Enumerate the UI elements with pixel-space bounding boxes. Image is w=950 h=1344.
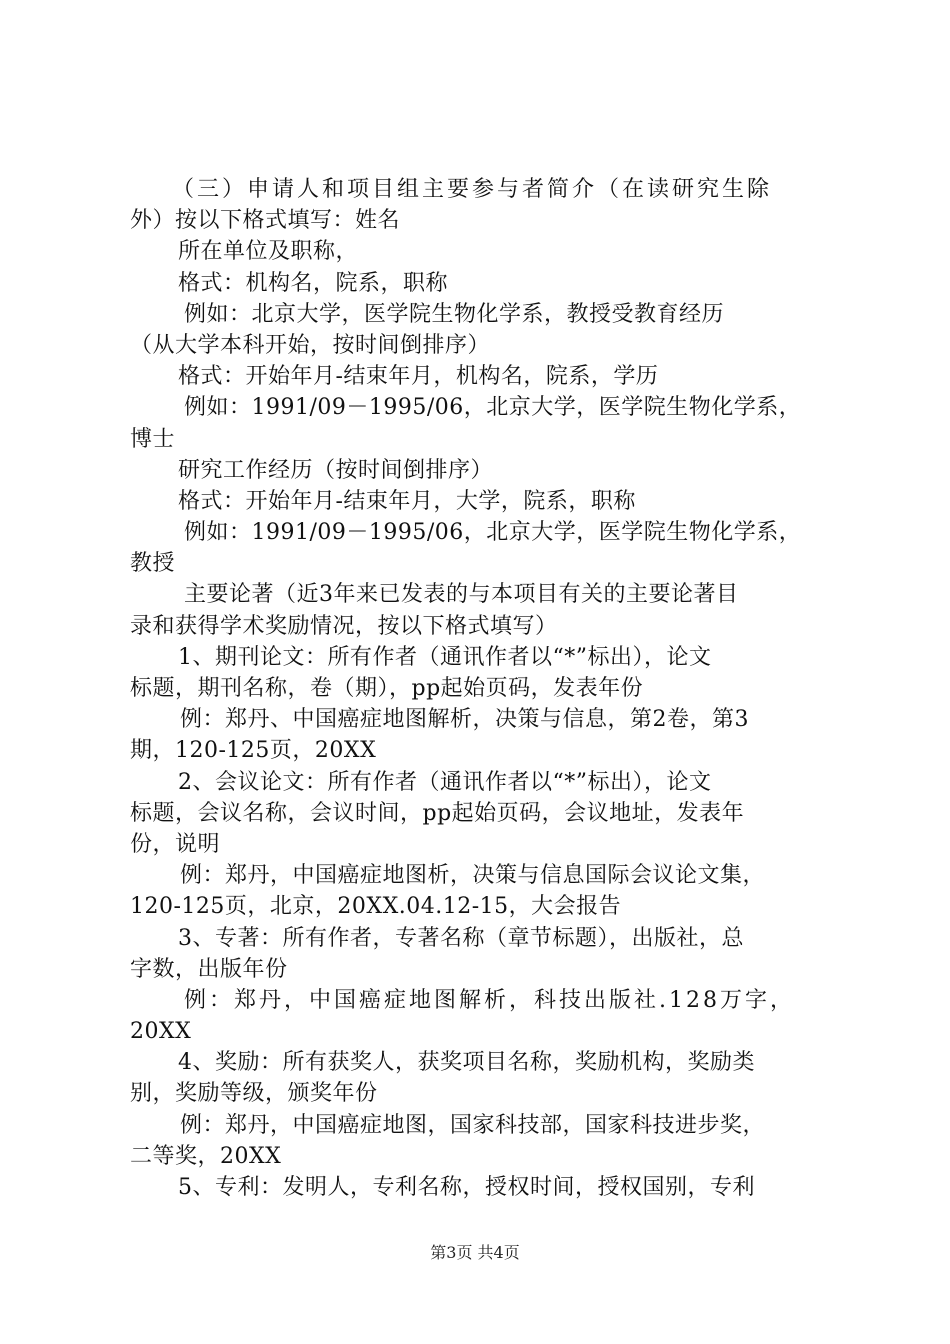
text-line: 博士 bbox=[130, 426, 176, 452]
text-line: 外）按以下格式填写：姓名 bbox=[130, 208, 401, 234]
text-line: 研究工作经历（按时间倒排序） bbox=[178, 457, 494, 483]
text-line: 例：郑丹，中国癌症地图解析，科技出版社.128万字， bbox=[184, 987, 795, 1013]
text-line: （从大学本科开始，按时间倒排序） bbox=[130, 332, 491, 358]
text-line: 所在单位及职称， bbox=[178, 239, 359, 265]
text-line: 120-125页，北京，20XX.04.12-15，大会报告 bbox=[130, 894, 622, 920]
text-line: 3、专著：所有作者，专著名称（章节标题），出版社，总 bbox=[178, 925, 744, 951]
text-line: 例：郑丹，中国癌症地图析，决策与信息国际会议论文集， bbox=[180, 863, 766, 889]
text-line: 1、期刊论文：所有作者（通讯作者以“*”标出），论文 bbox=[178, 644, 712, 670]
text-line: 标题，期刊名称，卷（期），pp起始页码，发表年份 bbox=[130, 676, 644, 701]
text-line: 4、奖励：所有获奖人，获奖项目名称，奖励机构，奖励类 bbox=[178, 1050, 755, 1076]
text-line: 教授 bbox=[130, 551, 176, 577]
text-line: 期，120-125页，20XX bbox=[130, 738, 377, 764]
text-line: 二等奖，20XX bbox=[130, 1143, 282, 1169]
text-line: 字数，出版年份 bbox=[130, 956, 288, 982]
text-line: 例：郑丹、中国癌症地图解析，决策与信息，第2卷，第3 bbox=[180, 707, 749, 733]
page-footer bbox=[0, 1243, 950, 1263]
text-line: 例如：北京大学，医学院生物化学系，教授受教育经历 bbox=[184, 301, 725, 327]
page-number: 第3页 共4页 bbox=[430, 1243, 520, 1262]
text-line: 20XX bbox=[130, 1019, 192, 1045]
text-line: 份，说明 bbox=[130, 831, 221, 857]
text-line: 别，奖励等级，颁奖年份 bbox=[130, 1081, 378, 1107]
text-line: 2、会议论文：所有作者（通讯作者以“*”标出），论文 bbox=[178, 769, 712, 795]
text-line: 5、专利：发明人，专利名称，授权时间，授权国别，专利 bbox=[178, 1175, 755, 1200]
text-line: 例如：1991/09－1995/06，北京大学，医学院生物化学系， bbox=[184, 520, 802, 546]
text-line: （三）申请人和项目组主要参与者简介（在读研究生除 bbox=[172, 177, 773, 202]
text-line: 格式：机构名，院系，职称 bbox=[178, 270, 449, 296]
document-body bbox=[130, 174, 840, 1203]
text-line: 格式：开始年月-结束年月，机构名，院系，学历 bbox=[178, 364, 659, 390]
text-line: 录和获得学术奖励情况，按以下格式填写） bbox=[130, 613, 558, 639]
text-line: 标题，会议名称，会议时间，pp起始页码，会议地址，发表年 bbox=[130, 800, 745, 826]
text-line: 主要论著（近3年来已发表的与本项目有关的主要论著目 bbox=[184, 582, 739, 608]
text-line: 例如：1991/09－1995/06，北京大学，医学院生物化学系， bbox=[184, 395, 802, 421]
text-line: 格式：开始年月-结束年月，大学，院系，职称 bbox=[178, 488, 636, 514]
text-line: 例：郑丹，中国癌症地图，国家科技部，国家科技进步奖， bbox=[180, 1112, 766, 1138]
